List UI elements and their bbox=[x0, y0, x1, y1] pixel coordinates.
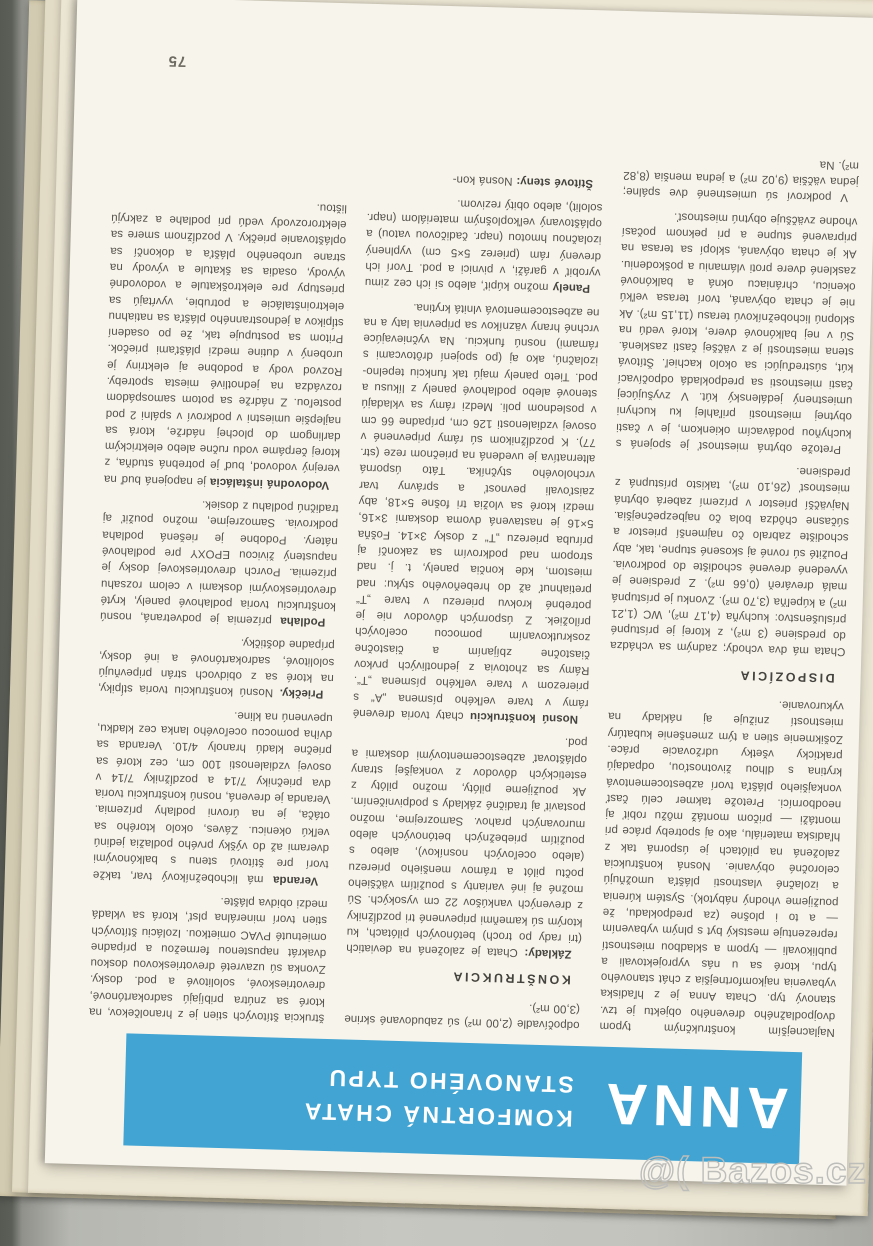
paragraph: odpočívadle (2,00 m²) sú zabudované skrine (3,00 m²). bbox=[344, 1001, 581, 1032]
article-columns bbox=[89, 129, 860, 1040]
paragraph: Podlaha prízemia je podvetraná, nosnú konštrukciu tvoria podlahové panely, kryté drevotrieskovými doskami v celom rozsahu prízemia. Povrch drevotrieskovej dosky je napustený živicou EPOXY pre podlahové nátery. Podobne je riešená podlaha podkrovia. Samozrejme, možno použiť aj tradičnú podlahu z dosiek. bbox=[99, 498, 339, 628]
bazos-watermark: @( Bazos.cz bbox=[638, 1150, 867, 1191]
paragraph: Pretože obytná miestnosť je spojená s kuchyňou podávacím okienkom, je v časti obytnej miestnosti priľahlej ku kuchyni umiestnený jedálenský kút. V zvyšujúcej časti miestnosti sa predpokladá odpočívací kút, sústreďujúci sa okolo kachieľ. Štítová stena miestnosti je z väčšej časti zasklená. Sú v nej balkónové dvere, ktoré vedú na sklopnú lichobežníkovú terasu (11,15 m²). Ak nie je chata obývaná, tvorí terasa veľkú okenicu, chrániacu okná a balkónové zasklené dvere proti vlámaniu a poškodeniu. Ak je chata obývaná, sklopí sa terasa na pripravené stupne a pri peknom počasí vhodne zväčšuje obytnú miestnosť. bbox=[615, 210, 858, 456]
book-page bbox=[45, 0, 873, 1186]
banner-subtitle bbox=[302, 1060, 574, 1137]
paragraph: štrukcia štítových stien je z hranolčekov, na ktoré sa znútra pribíjajú sadrokartónové, drevotrieskové, sololitové a pod. dosky. Zvonka sú uzavreté drevotrieskovou doskou dvakrát napustenou fermežou a prípadne omietnuté PVAC omietkou. Izoláciu štítových stien tvorí minerálna plsť, ktorá sa vkladá medzi obidva plášte. bbox=[88, 894, 328, 1024]
banner-subtitle-line-2: STANOVÉHO TYPU bbox=[326, 1065, 574, 1098]
banner-title: ANNA bbox=[600, 1070, 790, 1141]
paragraph: V podkroví sú umiestnené dve spálne; jedna väčšia (9,02 m²) a jedna menšia (8,82 m²). Na bbox=[622, 158, 860, 204]
paragraph: Panely možno kúpiť, alebo si ich cez zimu vyrobiť v garáži, v pivnici a pod. Tvorí ich drevený rám (prierez 5×5 cm) vyplnený izolačnou hmotou (napr. čadičovou vatou) a opláštovaný veľkoplošným materiálom (napr. sololit), alebo obitý rezivom. bbox=[364, 197, 603, 295]
paragraph: Najlacnejším konštrukčným typom dvojpodlažného dreveného objektu je tzv. stanový typ. Chata Anna je z hľadiska vybavenia najkomfortnejšia z chát stanového typu, ktoré sa u nás vyprojektovali a publikovali — typom a skladbou miestností reprezentuje mestský byt s plným vybavením — a to i plošne (za predpokladu, že použijeme vhodný nábytok). Systém kúrenia a izolačné vlastnosti plášťa umožňujú celoročné obývanie. Nosná konštrukcia založená na pilótach je úsporná tak z hľadiska materiálu, ako aj spotreby práce pri montáži — pričom montáž môžu robiť aj neodborníci. Pretože takmer celú časť vonkajšieho plášťa tvorí azbestocementová krytina s dlhou životnosťou, odpadajú prakticky všetky udržovacie práce. Zošikmenie stien a tým zmenšenie kubatúry miestností znižuje aj náklady na vykurovanie. bbox=[599, 698, 845, 1039]
paragraph: Štítové steny: Nosná kon- bbox=[452, 173, 594, 190]
column-2 bbox=[344, 136, 604, 1033]
page-content-rotated-180 bbox=[45, 0, 873, 1186]
column-1 bbox=[599, 144, 859, 1041]
column-3 bbox=[89, 129, 349, 1026]
heading-dispozicia: DISPOZÍCIA bbox=[737, 668, 835, 685]
paragraph: Priečky. Nosnú konštrukciu tvoria stĺpiky, na ktoré sa z obidvoch strán pripevňujú sololitové, sadrokartónové a iné dosky, prípadne doštičky. bbox=[97, 636, 335, 701]
paragraph: Chata má dva vchody; zadným sa vchádza do predsiene (3 m²), z ktorej je prístupné príslušenstvo: kuchyňa (4,17 m²), WC (1,21 m²) a kúpeľňa (3,70 m²). Zvonku je prístupná malá dreváreň (0,66 m²). Z predsiene je vyvedené drevené schodište do podkrovia. Použité sú rovné aj skosené stupne, tak, aby schodište zabralo čo najmenší priestor a súčasne chôdza bola čo najbezpečnejšia. Najväčší priestor v prízemí zaberá obytná miestnosť (26,10 m²), takisto prístupná z predsiene. bbox=[609, 465, 851, 658]
paragraph: Veranda má lichobežníkový tvar, takže tvorí pre štítovú stenu s balkónovými dverami až do výšky prvého podlažia jedinú veľkú okenicu. Záves, okolo ktorého sa otáča, je na úrovni podlahy prízemia. Veranda je drevená, nosnú konštrukciu tvoria dva priečniky 7/14 a pozdĺžniky 7/14 v osovej vzdialenosti 100 cm, cez ktoré sa priečne kladú hranoly 4/10. Veranda sa dvíha pomocou oceľového lanka cez kladku, upevnenú na kline. bbox=[92, 708, 333, 887]
paragraph: Základy: Chata je založená na deviatich (tri rady po troch) betónových pilótach, ku ktorým sú kameňmi pripevnené tri pozdĺžniky z drevených vankúšov 22 cm vysokých. Sú možné aj iné varianty s použitím väčšieho počtu pilót a trámov menšieho prierezu (alebo oceľových nosníkov), alebo s použitím priebežných betónových alebo murovaných prahov. Samozrejme, možno postaviť aj tradičné základy s podpivničením. Ak použijeme pilóty, možno pilóty z estetických dôvodov z vonkajšej strany opláštovať azbestocementovými doskami a pod. bbox=[346, 735, 588, 960]
title-banner bbox=[123, 1033, 802, 1164]
page-number: 75 bbox=[167, 52, 187, 70]
paragraph: Nosnú konštrukciu chaty tvoria drevené rámy v tvare veľkého písmena „A“ s prierezom v tvare veľkého písmena „T“. Rámy sa zhotovia z jednotlivých prvkov čiastočne zbíjaním a čiastočne zoskrutkovaním pomocou oceľových príložiek. Z úsporných dôvodov nie je potrebné krokvu prierezu v tvare „T“ pretiahnuť až do hrebeňového styku: nad miestom, kde končia panely, t. j. nad stropom nad podkrovím sa zakončí aj príruba prierezu „T“ z dosky 3×14. Fošňa 5×16 je nastavená dvoma doskami 3×16, medzi ktoré sa vložia tri fošne 5×18, aby zaisťovali pevnosť a správny tvar vrcholového styčníka. Táto úsporná alternatíva je uvedená na priečnom reze (str. 77). K pozdĺžnikom sú rámy pripevnené v osovej vzdialenosti 126 cm, prípadne 66 cm v poslednom poli. Medzi rámy sa vkladajú stenové alebo podlahové panely z líkusu a pod. Tieto panely majú tak funkciu tepelno-izolačnú, ako aj (po spojení drôtovcami s rámami) nosnú funkciu. Na vyčnievajúce vrchné hrany väzníkov sa pripevnia laty a na ne azbestocementová vlnitá krytina. bbox=[352, 300, 600, 725]
banner-subtitle-line-1: KOMFORTNÁ CHATA bbox=[301, 1098, 574, 1133]
paragraph: Vodovodná inštalácia je napojená buď na verejný vodovod, buď je potrebná studňa, z ktorej čerpáme vodu ručne alebo elektrickým darlingom do plochej nádrže, ktorá sa najlepšie umiestni v podkroví v spálni 2 pod posteľou. Z nádrže sa potom samospádom rozvádza na jednotlivé miesta spotreby. Rozvod vody a podobne aj elektriny je urobený v dutine medzi plášťami priečok. Pritom sa postupuje tak, že po osadení stĺpikov a jednostranného plášťa sa natiahnu elektroinštalácie a potrubie, vyvŕtajú sa priestupy pre elektroškatule a vodovodné vývody, osadia sa škatule a vývody na strane urobeného plášťa a dokončí sa opláštovanie priečky. V pozdĺžnom smere sa elektrorozvody vedú pri podlahe a zakryjú lištou. bbox=[103, 201, 348, 491]
heading-konstrukcia: KONŠTRUKCIA bbox=[450, 969, 571, 988]
